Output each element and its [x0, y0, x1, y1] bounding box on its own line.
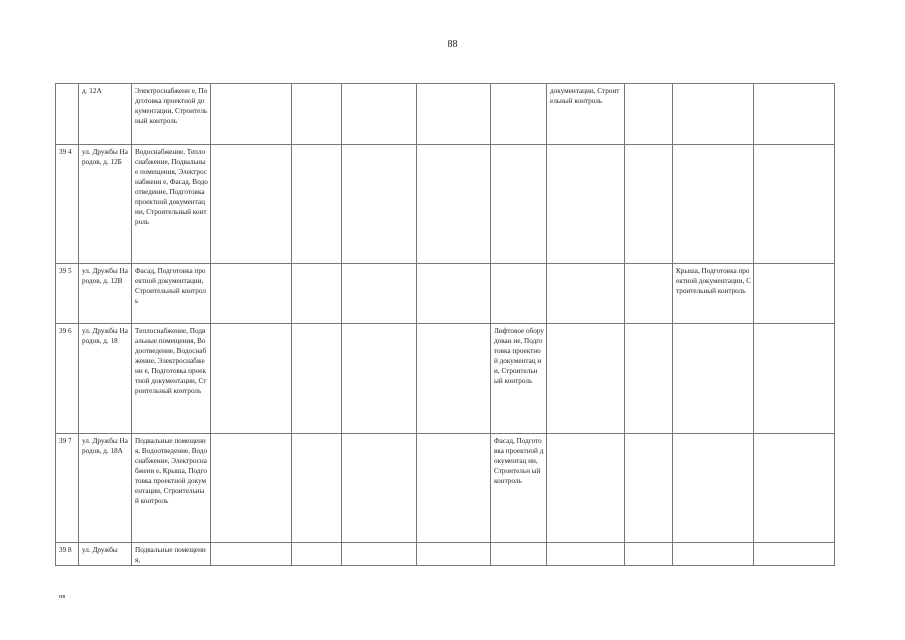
row-number [56, 84, 79, 145]
empty-cell [417, 84, 491, 145]
empty-cell [342, 543, 417, 566]
empty-cell [625, 264, 673, 324]
empty-cell [625, 145, 673, 264]
row-col9-works [547, 543, 625, 566]
row-roof-works [673, 543, 754, 566]
empty-cell [211, 84, 292, 145]
row-lift-works [491, 264, 547, 324]
empty-cell [342, 264, 417, 324]
row-address: ул. Дружбы Народов, д. 18А [79, 434, 132, 543]
row-roof-works: Крыша, Подготовка проектной документации, Строительный контроль [673, 264, 754, 324]
row-roof-works [673, 434, 754, 543]
row-number: 39 5 [56, 264, 79, 324]
empty-cell [292, 434, 342, 543]
empty-cell [292, 324, 342, 434]
empty-cell [417, 145, 491, 264]
empty-cell [211, 145, 292, 264]
empty-cell [625, 84, 673, 145]
table-row [56, 84, 835, 145]
row-lift-works: Фасад, Подготовка проектной документац ии, Строительн ый контроль [491, 434, 547, 543]
empty-cell [292, 264, 342, 324]
table-row [56, 145, 835, 264]
empty-cell [754, 324, 835, 434]
empty-cell [625, 324, 673, 434]
empty-cell [292, 543, 342, 566]
empty-cell [625, 434, 673, 543]
row-col9-works [547, 264, 625, 324]
row-number: 39 7 [56, 434, 79, 543]
empty-cell [211, 434, 292, 543]
row-roof-works [673, 145, 754, 264]
row-col9-works [547, 434, 625, 543]
empty-cell [211, 543, 292, 566]
table-row [56, 543, 835, 566]
empty-cell [342, 145, 417, 264]
row-works: Электроснабжени е, Подготовка проектной документации, Строительный контроль [132, 84, 211, 145]
footer-mark: нв [59, 594, 66, 600]
empty-cell [417, 543, 491, 566]
empty-cell [754, 543, 835, 566]
row-address: ул. Дружбы Народов, д. 12В [79, 264, 132, 324]
empty-cell [754, 84, 835, 145]
row-works: Фасад, Подготовка проектной документации, Строительный контроль [132, 264, 211, 324]
empty-cell [292, 145, 342, 264]
row-address: д. 12А [79, 84, 132, 145]
empty-cell [417, 324, 491, 434]
empty-cell [342, 434, 417, 543]
empty-cell [754, 434, 835, 543]
row-lift-works [491, 543, 547, 566]
empty-cell [625, 543, 673, 566]
row-lift-works: Лифтовое оборудован ие, Подготовка проектной документац ии, Строительн ый контроль [491, 324, 547, 434]
row-roof-works [673, 84, 754, 145]
empty-cell [417, 264, 491, 324]
page-number: 88 [447, 39, 458, 50]
row-lift-works [491, 145, 547, 264]
row-number: 39 4 [56, 145, 79, 264]
row-roof-works [673, 324, 754, 434]
empty-cell [342, 324, 417, 434]
row-works: Подвальные помещения, Водоотведение, Водоснабжение, Электроснабжени е, Крыша, Подготовка проектной документации, Строительный контроль [132, 434, 211, 543]
row-address: ул. Дружбы Народов, д. 12Б [79, 145, 132, 264]
row-col9-works [547, 145, 625, 264]
empty-cell [754, 264, 835, 324]
row-address: ул. Дружбы [79, 543, 132, 566]
empty-cell [417, 434, 491, 543]
table-row [56, 264, 835, 324]
empty-cell [292, 84, 342, 145]
row-number: 39 6 [56, 324, 79, 434]
empty-cell [211, 324, 292, 434]
works-table [55, 83, 835, 566]
row-col9-works [547, 324, 625, 434]
row-address: ул. Дружбы Народов, д. 18 [79, 324, 132, 434]
row-col9-works: документации, Строительный контроль [547, 84, 625, 145]
row-works: Теплоснабжение, Подвальные помещения, Водоотведение, Водоснабжение, Электроснабжени е, Подготовка проектной документации, Строительный контроль [132, 324, 211, 434]
table-row [56, 324, 835, 434]
row-works: Подвальные помещения, [132, 543, 211, 566]
row-number: 39 8 [56, 543, 79, 566]
table-row [56, 434, 835, 543]
empty-cell [211, 264, 292, 324]
row-works: Водоснабжение, Теплоснабжение, Подвальные помещения, Электроснабжени е, Фасад, Водоотведение, Подготовка проектной документации, Строительный контроль [132, 145, 211, 264]
row-lift-works [491, 84, 547, 145]
empty-cell [754, 145, 835, 264]
empty-cell [342, 84, 417, 145]
